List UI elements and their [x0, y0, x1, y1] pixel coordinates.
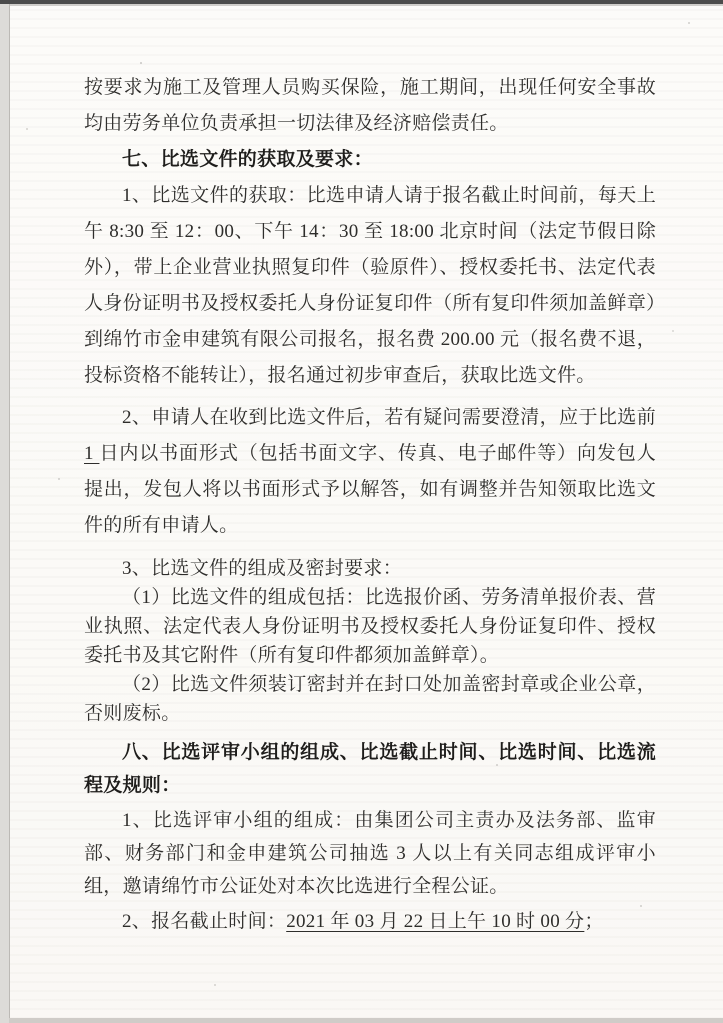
paragraph	[84, 905, 656, 938]
underlined-text: 2021 年 03 月 22 日上午 10 时 00 分	[286, 911, 585, 932]
paragraph	[84, 804, 656, 903]
scan-edge-bottom	[9, 1018, 723, 1023]
text-run: 按要求为施工及管理人员购买保险，施工期间，出现任何安全事故均由劳务单位负责承担一切法律及经济赔偿责任。	[84, 77, 656, 134]
text-run: 八、比选评审小组的组成、比选截止时间、比选时间、比选流程及规则：	[84, 742, 656, 796]
paragraph	[84, 178, 656, 394]
underlined-text: 1	[84, 443, 100, 464]
paragraph	[84, 583, 656, 670]
paragraph	[84, 400, 656, 544]
paragraph	[84, 554, 656, 583]
section-heading	[84, 736, 656, 802]
text-run: （2）比选文件须装订密封并在封口处加盖密封章或企业公章，否则废标。	[84, 674, 656, 724]
paragraph	[84, 670, 656, 728]
text-run: （1）比选文件的组成包括：比选报价函、劳务清单报价表、营业执照、法定代表人身份证明书及授权委托人身份证复印件、授权委托书及其它附件（所有复印件都须加盖鲜章）。	[84, 587, 656, 666]
text-run: 1、比选文件的获取：比选申请人请于报名截止时间前，每天上午 8:30 至 12：00、下午 14：30 至 18:00 北京时间（法定节假日除外），带上企业营业执照复印件（验原件）、授权委托书、法定代表人身份证明书及授权委托人身份证复印件（所有复印件须加盖鲜章）到绵竹市金申建筑有限公司报名，报名费 200.00 元（报名费不退，投标资格不能转让），报名通过初步审查后，获取比选文件。	[84, 185, 656, 386]
section-heading	[84, 142, 656, 178]
text-run: ；	[584, 911, 604, 932]
document-body	[84, 70, 656, 938]
text-run: 2、申请人在收到比选文件后，若有疑问需要澄清，应于比选前	[122, 407, 656, 428]
text-run: 1、比选评审小组的组成：由集团公司主责办及法务部、监审部、财务部门和金申建筑公司抽选 3 人以上有关同志组成评审小组，邀请绵竹市公证处对本次比选进行全程公证。	[84, 810, 656, 897]
text-run: 2、报名截止时间：	[122, 911, 287, 932]
text-run: 七、比选文件的获取及要求：	[122, 149, 373, 170]
paragraph	[84, 70, 656, 142]
scan-noise-specks	[0, 0, 2, 2]
scan-edge-top-shadow	[0, 4, 723, 6]
scan-edge-left	[0, 4, 10, 1023]
text-run: 日内以书面形式（包括书面文字、传真、电子邮件等）向发包人提出，发包人将以书面形式予以解答，如有调整并告知领取比选文件的所有申请人。	[84, 443, 656, 536]
text-run: 3、比选文件的组成及密封要求：	[122, 558, 403, 579]
